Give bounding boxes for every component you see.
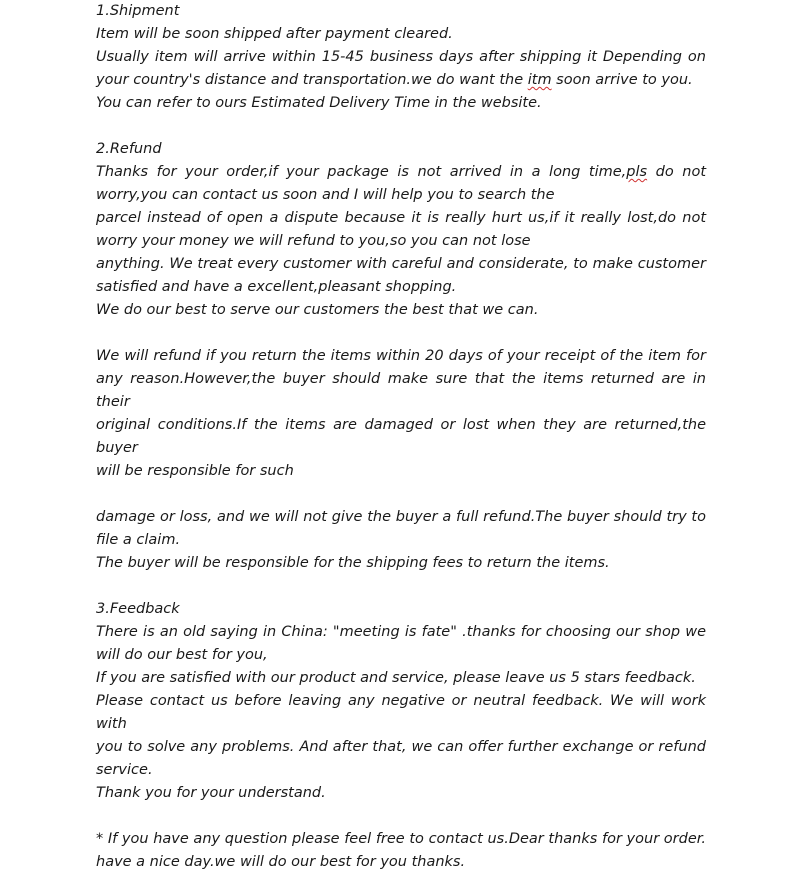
section-shipment	[96, 0, 706, 115]
refund-line-7: We do our best to serve our customers the best that we can.	[96, 302, 539, 318]
refund-paragraph-3-line-1: damage or loss, and we will not give the buyer a full refund.The buyer should try to	[96, 509, 706, 525]
spelling-error-itm: itm	[527, 72, 552, 88]
closing-line-1: * If you have any question please feel free to contact us.Dear thanks for your order.	[96, 831, 706, 847]
feedback-line-7: Thank you for your understand.	[96, 785, 326, 801]
section-closing	[96, 828, 706, 874]
feedback-line-2: will do our best for you,	[96, 647, 268, 663]
shipment-line-3-part-a: your country's distance and transportation.we do want the	[96, 72, 528, 88]
paragraph-gap	[96, 322, 706, 345]
shipment-line-4: You can refer to ours Estimated Delivery Time in the website.	[96, 95, 542, 111]
refund-line-4: worry your money we will refund to you,so you can not lose	[96, 233, 531, 249]
shipment-line-2: Usually item will arrive within 15-45 business days after shipping it Depending on	[96, 49, 706, 65]
feedback-line-1: There is an old saying in China: "meeting is fate" .thanks for choosing our shop we	[96, 624, 706, 640]
paragraph-gap	[96, 115, 706, 138]
shipment-line-3	[96, 69, 706, 92]
refund-paragraph-2-line-3: original conditions.If the items are damaged or lost when they are returned,the buyer	[96, 417, 706, 456]
refund-paragraph-3-line-2: file a claim.	[96, 532, 181, 548]
feedback-line-3: If you are satisfied with our product and service, please leave us 5 stars feedback.	[96, 670, 696, 686]
feedback-line-6: service.	[96, 762, 153, 778]
spelling-error-pls: pls	[626, 164, 648, 180]
closing-line-2: have a nice day.we will do our best for you thanks.	[96, 854, 466, 870]
paragraph-gap	[96, 805, 706, 828]
refund-paragraph-2-line-1: We will refund if you return the items within 20 days of your receipt of the item for	[96, 348, 706, 364]
shipment-line-1: Item will be soon shipped after payment cleared.	[96, 26, 453, 42]
paragraph-gap	[96, 575, 706, 598]
refund-line-1-part-c: do not	[647, 164, 707, 180]
refund-line-3: parcel instead of open a dispute because it is really hurt us,if it really lost,do not	[96, 210, 706, 226]
section-heading-refund: 2.Refund	[96, 141, 162, 157]
paragraph-gap	[96, 483, 706, 506]
refund-line-6: satisfied and have a excellent,pleasant shopping.	[96, 279, 457, 295]
section-heading-feedback: 3.Feedback	[96, 601, 180, 617]
refund-paragraph-2-line-4: will be responsible for such	[96, 463, 294, 479]
section-heading-shipment: 1.Shipment	[96, 3, 180, 19]
section-refund	[96, 138, 706, 575]
refund-paragraph-3-line-3: The buyer will be responsible for the shipping fees to return the items.	[96, 555, 610, 571]
policy-document	[96, 0, 706, 874]
feedback-line-5: you to solve any problems. And after that, we can offer further exchange or refund	[96, 739, 706, 755]
feedback-line-4: Please contact us before leaving any negative or neutral feedback. We will work with	[96, 693, 706, 732]
refund-line-5: anything. We treat every customer with careful and considerate, to make customer	[96, 256, 706, 272]
shipment-line-3-part-c: soon arrive to you.	[551, 72, 693, 88]
refund-line-2: worry,you can contact us soon and I will help you to search the	[96, 187, 555, 203]
section-feedback	[96, 598, 706, 805]
refund-line-1-part-a: Thanks for your order,if your package is not arrived in a long time,	[96, 164, 627, 180]
refund-line-1	[96, 161, 706, 184]
refund-paragraph-2-line-2: any reason.However,the buyer should make sure that the items returned are in their	[96, 371, 706, 410]
